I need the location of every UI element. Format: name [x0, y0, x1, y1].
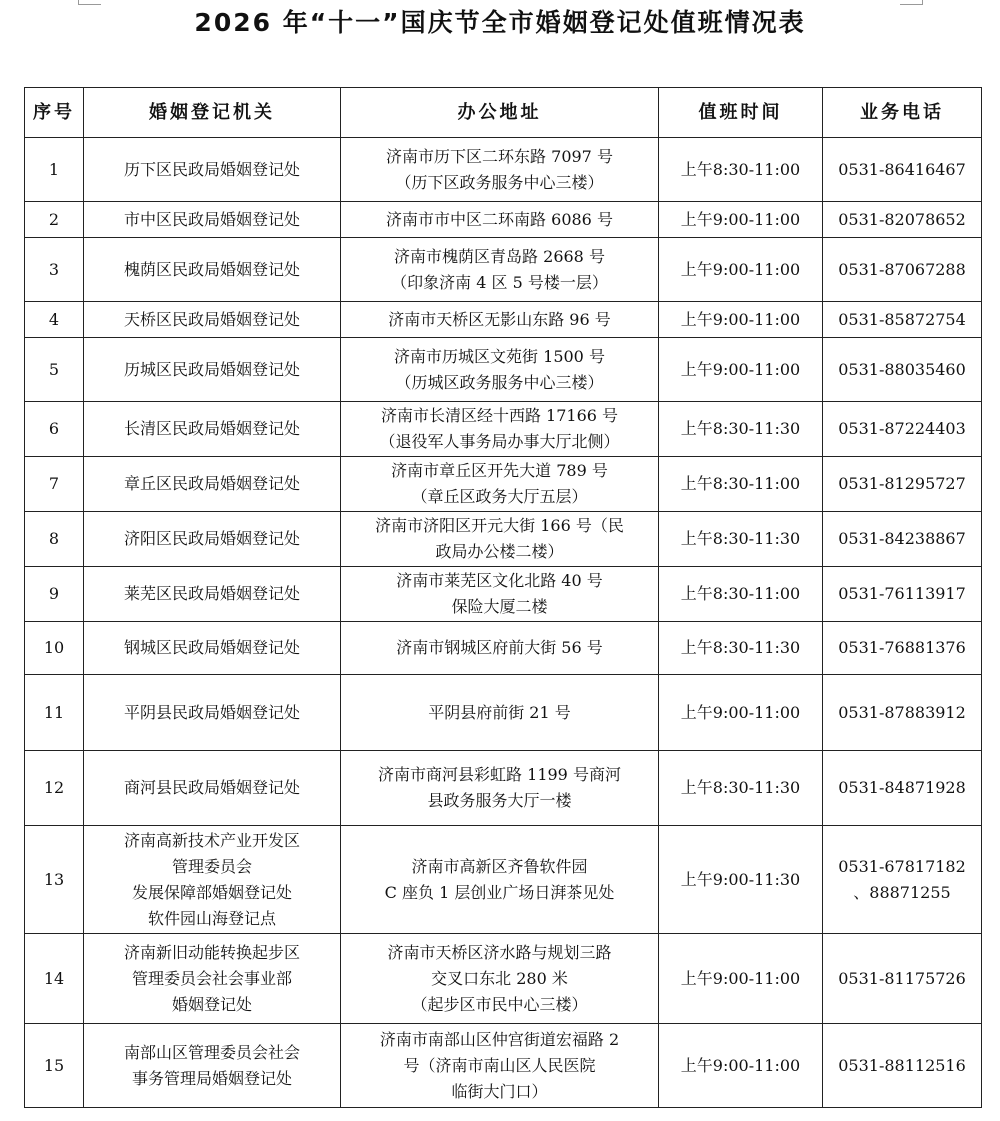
cell-address — [341, 751, 659, 826]
cell-address — [341, 512, 659, 567]
cell-time: 上午8:30-11:00 — [659, 457, 823, 512]
phone-line: 0531-85872754 — [838, 309, 966, 329]
address-line: 交叉口东北 280 米 — [431, 968, 568, 988]
table-row — [25, 338, 982, 402]
phone-line: 0531-87883912 — [838, 702, 966, 722]
crop-mark-right — [900, 0, 923, 5]
cell-phone — [823, 675, 982, 751]
cell-org — [84, 402, 341, 457]
cell-no: 14 — [25, 934, 84, 1024]
cell-no: 12 — [25, 751, 84, 826]
cell-phone — [823, 402, 982, 457]
cell-org — [84, 302, 341, 338]
cell-time: 上午8:30-11:30 — [659, 751, 823, 826]
cell-time: 上午8:30-11:30 — [659, 622, 823, 675]
table-row — [25, 675, 982, 751]
cell-address — [341, 402, 659, 457]
cell-no: 9 — [25, 567, 84, 622]
table-body — [25, 138, 982, 1108]
header-no: 序号 — [25, 88, 84, 138]
address-line: 济南市南部山区仲宫街道宏福路 2 — [379, 1029, 620, 1049]
cell-phone — [823, 202, 982, 238]
cell-time: 上午9:00-11:00 — [659, 202, 823, 238]
cell-address — [341, 138, 659, 202]
table-row — [25, 457, 982, 512]
cell-address — [341, 1024, 659, 1108]
cell-no: 15 — [25, 1024, 84, 1108]
address-line: 临街大门口） — [451, 1081, 548, 1101]
cell-time: 上午8:30-11:00 — [659, 138, 823, 202]
phone-line: 0531-81175726 — [838, 968, 966, 988]
address-line: 县政务服务大厅一楼 — [427, 791, 572, 810]
address-line: 济南市历下区二环东路 7097 号 — [386, 146, 613, 166]
cell-address — [341, 457, 659, 512]
address-line: （章丘区政务大厅五层） — [411, 487, 588, 506]
address-line: 济南市高新区齐鲁软件园 — [411, 856, 588, 876]
org-line: 管理委员会社会事业部 — [131, 968, 292, 988]
org-line: 莱芜区民政局婚姻登记处 — [123, 584, 300, 603]
cell-no: 11 — [25, 675, 84, 751]
cell-address — [341, 338, 659, 402]
org-line: 婚姻登记处 — [171, 994, 252, 1014]
address-line: （起步区市民中心三楼） — [411, 994, 588, 1014]
cell-no: 4 — [25, 302, 84, 338]
cell-time: 上午8:30-11:00 — [659, 567, 823, 622]
cell-address — [341, 675, 659, 751]
org-line: 软件园山海登记点 — [147, 908, 276, 928]
cell-time: 上午9:00-11:00 — [659, 338, 823, 402]
cell-org — [84, 338, 341, 402]
cell-time: 上午9:00-11:30 — [659, 826, 823, 934]
cell-phone — [823, 826, 982, 934]
cell-address — [341, 622, 659, 675]
cell-org — [84, 675, 341, 751]
cell-no: 3 — [25, 238, 84, 302]
cell-time: 上午9:00-11:00 — [659, 675, 823, 751]
address-line: 济南市章丘区开先大道 789 号 — [391, 461, 608, 480]
cell-time: 上午9:00-11:00 — [659, 238, 823, 302]
cell-phone — [823, 751, 982, 826]
address-line: 济南市济阳区开元大街 166 号（民 — [375, 516, 624, 535]
cell-time: 上午8:30-11:30 — [659, 402, 823, 457]
phone-line: 0531-87067288 — [838, 259, 966, 279]
address-line: 号（济南市南山区人民医院 — [403, 1055, 596, 1075]
cell-org — [84, 622, 341, 675]
org-line: 济阳区民政局婚姻登记处 — [123, 529, 300, 548]
table-row — [25, 302, 982, 338]
address-line: 济南市天桥区无影山东路 96 号 — [388, 309, 611, 329]
header-phone: 业务电话 — [823, 88, 982, 138]
cell-org — [84, 457, 341, 512]
cell-time: 上午8:30-11:30 — [659, 512, 823, 567]
header-time: 值班时间 — [659, 88, 823, 138]
cell-no: 7 — [25, 457, 84, 512]
table-row — [25, 238, 982, 302]
org-line: 济南新旧动能转换起步区 — [123, 942, 300, 962]
phone-line: 0531-88035460 — [838, 359, 966, 379]
header-org: 婚姻登记机关 — [84, 88, 341, 138]
org-line: 槐荫区民政局婚姻登记处 — [123, 259, 300, 279]
header-address: 办公地址 — [341, 88, 659, 138]
table-row — [25, 402, 982, 457]
org-line: 天桥区民政局婚姻登记处 — [123, 309, 300, 329]
org-line: 管理委员会 — [171, 856, 252, 876]
cell-phone — [823, 302, 982, 338]
org-line: 历下区民政局婚姻登记处 — [123, 159, 300, 179]
org-line: 商河县民政局婚姻登记处 — [123, 778, 300, 797]
phone-line: 0531-81295727 — [838, 474, 966, 493]
phone-line: 0531-88112516 — [838, 1055, 966, 1075]
phone-line: 0531-67817182 — [838, 856, 966, 876]
phone-line: 0531-84871928 — [838, 778, 966, 797]
cell-address — [341, 302, 659, 338]
address-line: 保险大厦二楼 — [451, 597, 548, 616]
cell-time: 上午9:00-11:00 — [659, 302, 823, 338]
table-row — [25, 622, 982, 675]
org-line: 章丘区民政局婚姻登记处 — [123, 474, 300, 493]
cell-phone — [823, 238, 982, 302]
address-line: 政局办公楼二楼） — [435, 542, 564, 561]
phone-line: 0531-82078652 — [838, 209, 966, 229]
phone-line: 0531-87224403 — [838, 419, 966, 438]
phone-line: 、88871255 — [853, 882, 951, 902]
cell-phone — [823, 622, 982, 675]
org-line: 钢城区民政局婚姻登记处 — [123, 638, 300, 657]
phone-line: 0531-84238867 — [838, 529, 966, 548]
cell-no: 8 — [25, 512, 84, 567]
phone-line: 0531-76113917 — [838, 584, 966, 603]
cell-phone — [823, 138, 982, 202]
cell-phone — [823, 338, 982, 402]
address-line: （历城区政务服务中心三楼） — [395, 372, 604, 392]
cell-address — [341, 934, 659, 1024]
cell-phone — [823, 934, 982, 1024]
cell-org — [84, 138, 341, 202]
cell-no: 10 — [25, 622, 84, 675]
table-row — [25, 138, 982, 202]
cell-phone — [823, 457, 982, 512]
cell-no: 6 — [25, 402, 84, 457]
address-line: （印象济南 4 区 5 号楼一层） — [391, 272, 608, 292]
table-row — [25, 202, 982, 238]
address-line: 济南市长清区经十西路 17166 号 — [380, 406, 619, 425]
table-row — [25, 512, 982, 567]
cell-time: 上午9:00-11:00 — [659, 934, 823, 1024]
address-line: （退役军人事务局办事大厅北侧） — [379, 432, 620, 451]
table-row — [25, 567, 982, 622]
address-line: 济南市莱芜区文化北路 40 号 — [396, 571, 603, 590]
cell-org — [84, 512, 341, 567]
org-line: 平阴县民政局婚姻登记处 — [123, 702, 300, 722]
address-line: 平阴县府前街 21 号 — [428, 702, 571, 722]
org-line: 发展保障部婚姻登记处 — [131, 882, 292, 902]
cell-no: 1 — [25, 138, 84, 202]
page-title: 2026 年“十一”国庆节全市婚姻登记处值班情况表 — [194, 8, 806, 37]
cell-address — [341, 238, 659, 302]
cell-org — [84, 826, 341, 934]
address-line: 济南市市中区二环南路 6086 号 — [386, 209, 613, 229]
cell-phone — [823, 512, 982, 567]
org-line: 历城区民政局婚姻登记处 — [123, 359, 300, 379]
crop-mark-left — [78, 0, 101, 5]
address-line: 济南市钢城区府前大街 56 号 — [396, 638, 603, 657]
cell-time: 上午9:00-11:00 — [659, 1024, 823, 1108]
org-line: 济南高新技术产业开发区 — [123, 830, 300, 850]
cell-org — [84, 202, 341, 238]
cell-org — [84, 751, 341, 826]
duty-table — [24, 87, 982, 1108]
address-line: 济南市历城区文苑街 1500 号 — [394, 346, 605, 366]
cell-no: 5 — [25, 338, 84, 402]
cell-org — [84, 1024, 341, 1108]
address-line: 济南市槐荫区青岛路 2668 号 — [394, 246, 605, 266]
org-line: 长清区民政局婚姻登记处 — [123, 419, 300, 438]
address-line: （历下区政务服务中心三楼） — [395, 172, 604, 192]
cell-org — [84, 567, 341, 622]
table-row — [25, 1024, 982, 1108]
cell-phone — [823, 567, 982, 622]
address-line: 济南市商河县彩虹路 1199 号商河 — [378, 765, 621, 784]
cell-phone — [823, 1024, 982, 1108]
phone-line: 0531-76881376 — [838, 638, 966, 657]
table-row — [25, 934, 982, 1024]
cell-no: 13 — [25, 826, 84, 934]
org-line: 南部山区管理委员会社会 — [123, 1042, 300, 1062]
cell-address — [341, 567, 659, 622]
cell-address — [341, 202, 659, 238]
address-line: 济南市天桥区济水路与规划三路 — [387, 942, 612, 962]
org-line: 事务管理局婚姻登记处 — [131, 1068, 292, 1088]
org-line: 市中区民政局婚姻登记处 — [123, 209, 300, 229]
cell-no: 2 — [25, 202, 84, 238]
header-row — [25, 88, 982, 138]
cell-address — [341, 826, 659, 934]
address-line: C 座负 1 层创业广场日湃茶见处 — [384, 882, 615, 902]
cell-org — [84, 934, 341, 1024]
phone-line: 0531-86416467 — [838, 159, 966, 179]
table-row — [25, 826, 982, 934]
table-row — [25, 751, 982, 826]
cell-org — [84, 238, 341, 302]
